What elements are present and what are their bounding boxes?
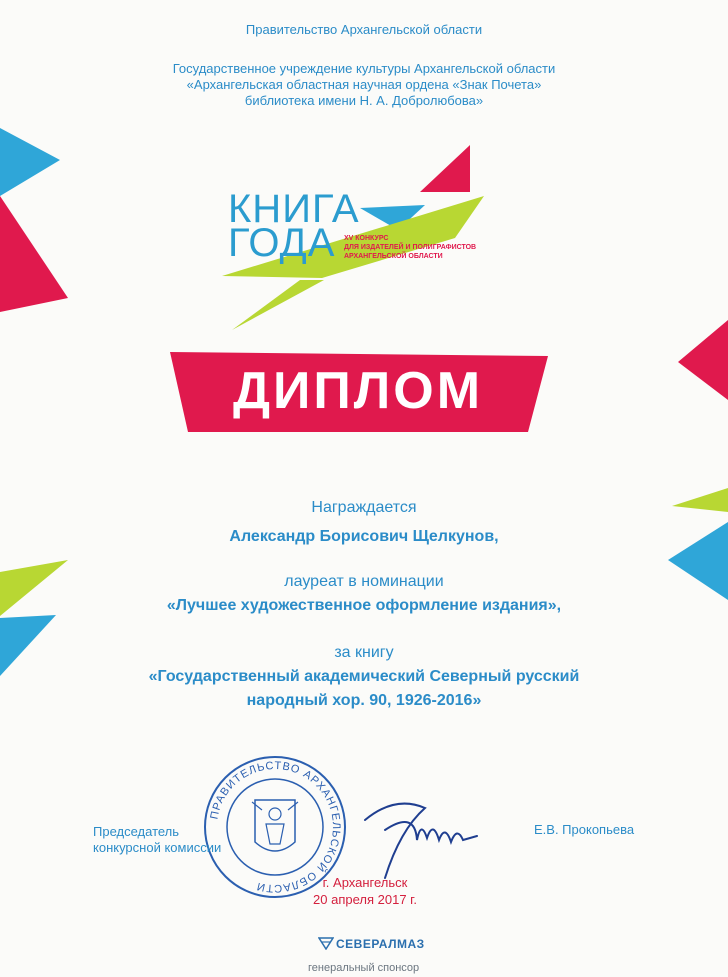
chair-label [93,824,221,856]
city-text: г. Архангельск [322,875,408,890]
coat-of-arms-icon [252,800,298,851]
book-title-line-2: народный хор. 90, 1926-2016» [246,692,482,709]
brand-title-line-1: КНИГА [228,187,360,231]
nomination-title: «Лучшее художественное оформление издания», [166,597,562,614]
right-red-triangle [678,320,728,400]
recipient-name: Александр Борисович Щелкунов, [229,528,499,545]
stamp-ring-text: ПРАВИТЕЛЬСТВО АРХАНГЕЛЬСКОЙ ОБЛАСТИ [208,759,343,895]
left-cyan-triangle [0,128,60,196]
brand-subtitle [344,234,476,261]
sponsor-label: генеральный спонсор [308,962,420,974]
awarded-label: Награждается [311,499,417,516]
brand-green-tail [232,280,324,330]
left-red-triangle [0,196,68,312]
organization-line-2: «Архангельская областная научная ордена «Знак Почета» [186,77,542,92]
date-text: 20 апреля 2017 г. [313,892,417,907]
laureate-label: лауреат в номинации [284,573,444,590]
chair-line-1: Председатель [93,824,180,839]
sponsor-name: СЕВЕРАЛМАЗ [336,937,425,951]
chair-line-2: конкурсной комиссии [93,840,222,855]
book-title-line-1: «Государственный академический Северный русский [148,668,580,685]
signer-name: Е.В. Прокопьева [534,822,635,837]
organization-line-1: Государственное учреждение культуры Архангельской области [172,61,556,76]
brand-subtitle-line-1: XV КОНКУРС [344,235,389,242]
diploma-title: ДИПЛОМ [232,362,484,420]
brand-subtitle-line-2: ДЛЯ ИЗДАТЕЛЕЙ И ПОЛИГРАФИСТОВ [344,244,477,251]
government-title: Правительство Архангельской области [245,22,483,37]
for-book-label: за книгу [334,644,394,661]
organization-line-3: библиотека имени Н. А. Добролюбова» [244,93,484,108]
sponsor-logo-icon [318,936,334,950]
brand-title-line-2: ГОДА [228,221,336,265]
brand-title [228,187,360,265]
brand-red-triangle [420,145,470,192]
brand-subtitle-line-3: АРХАНГЕЛЬСКОЙ ОБЛАСТИ [344,253,443,260]
place-date [250,874,480,908]
